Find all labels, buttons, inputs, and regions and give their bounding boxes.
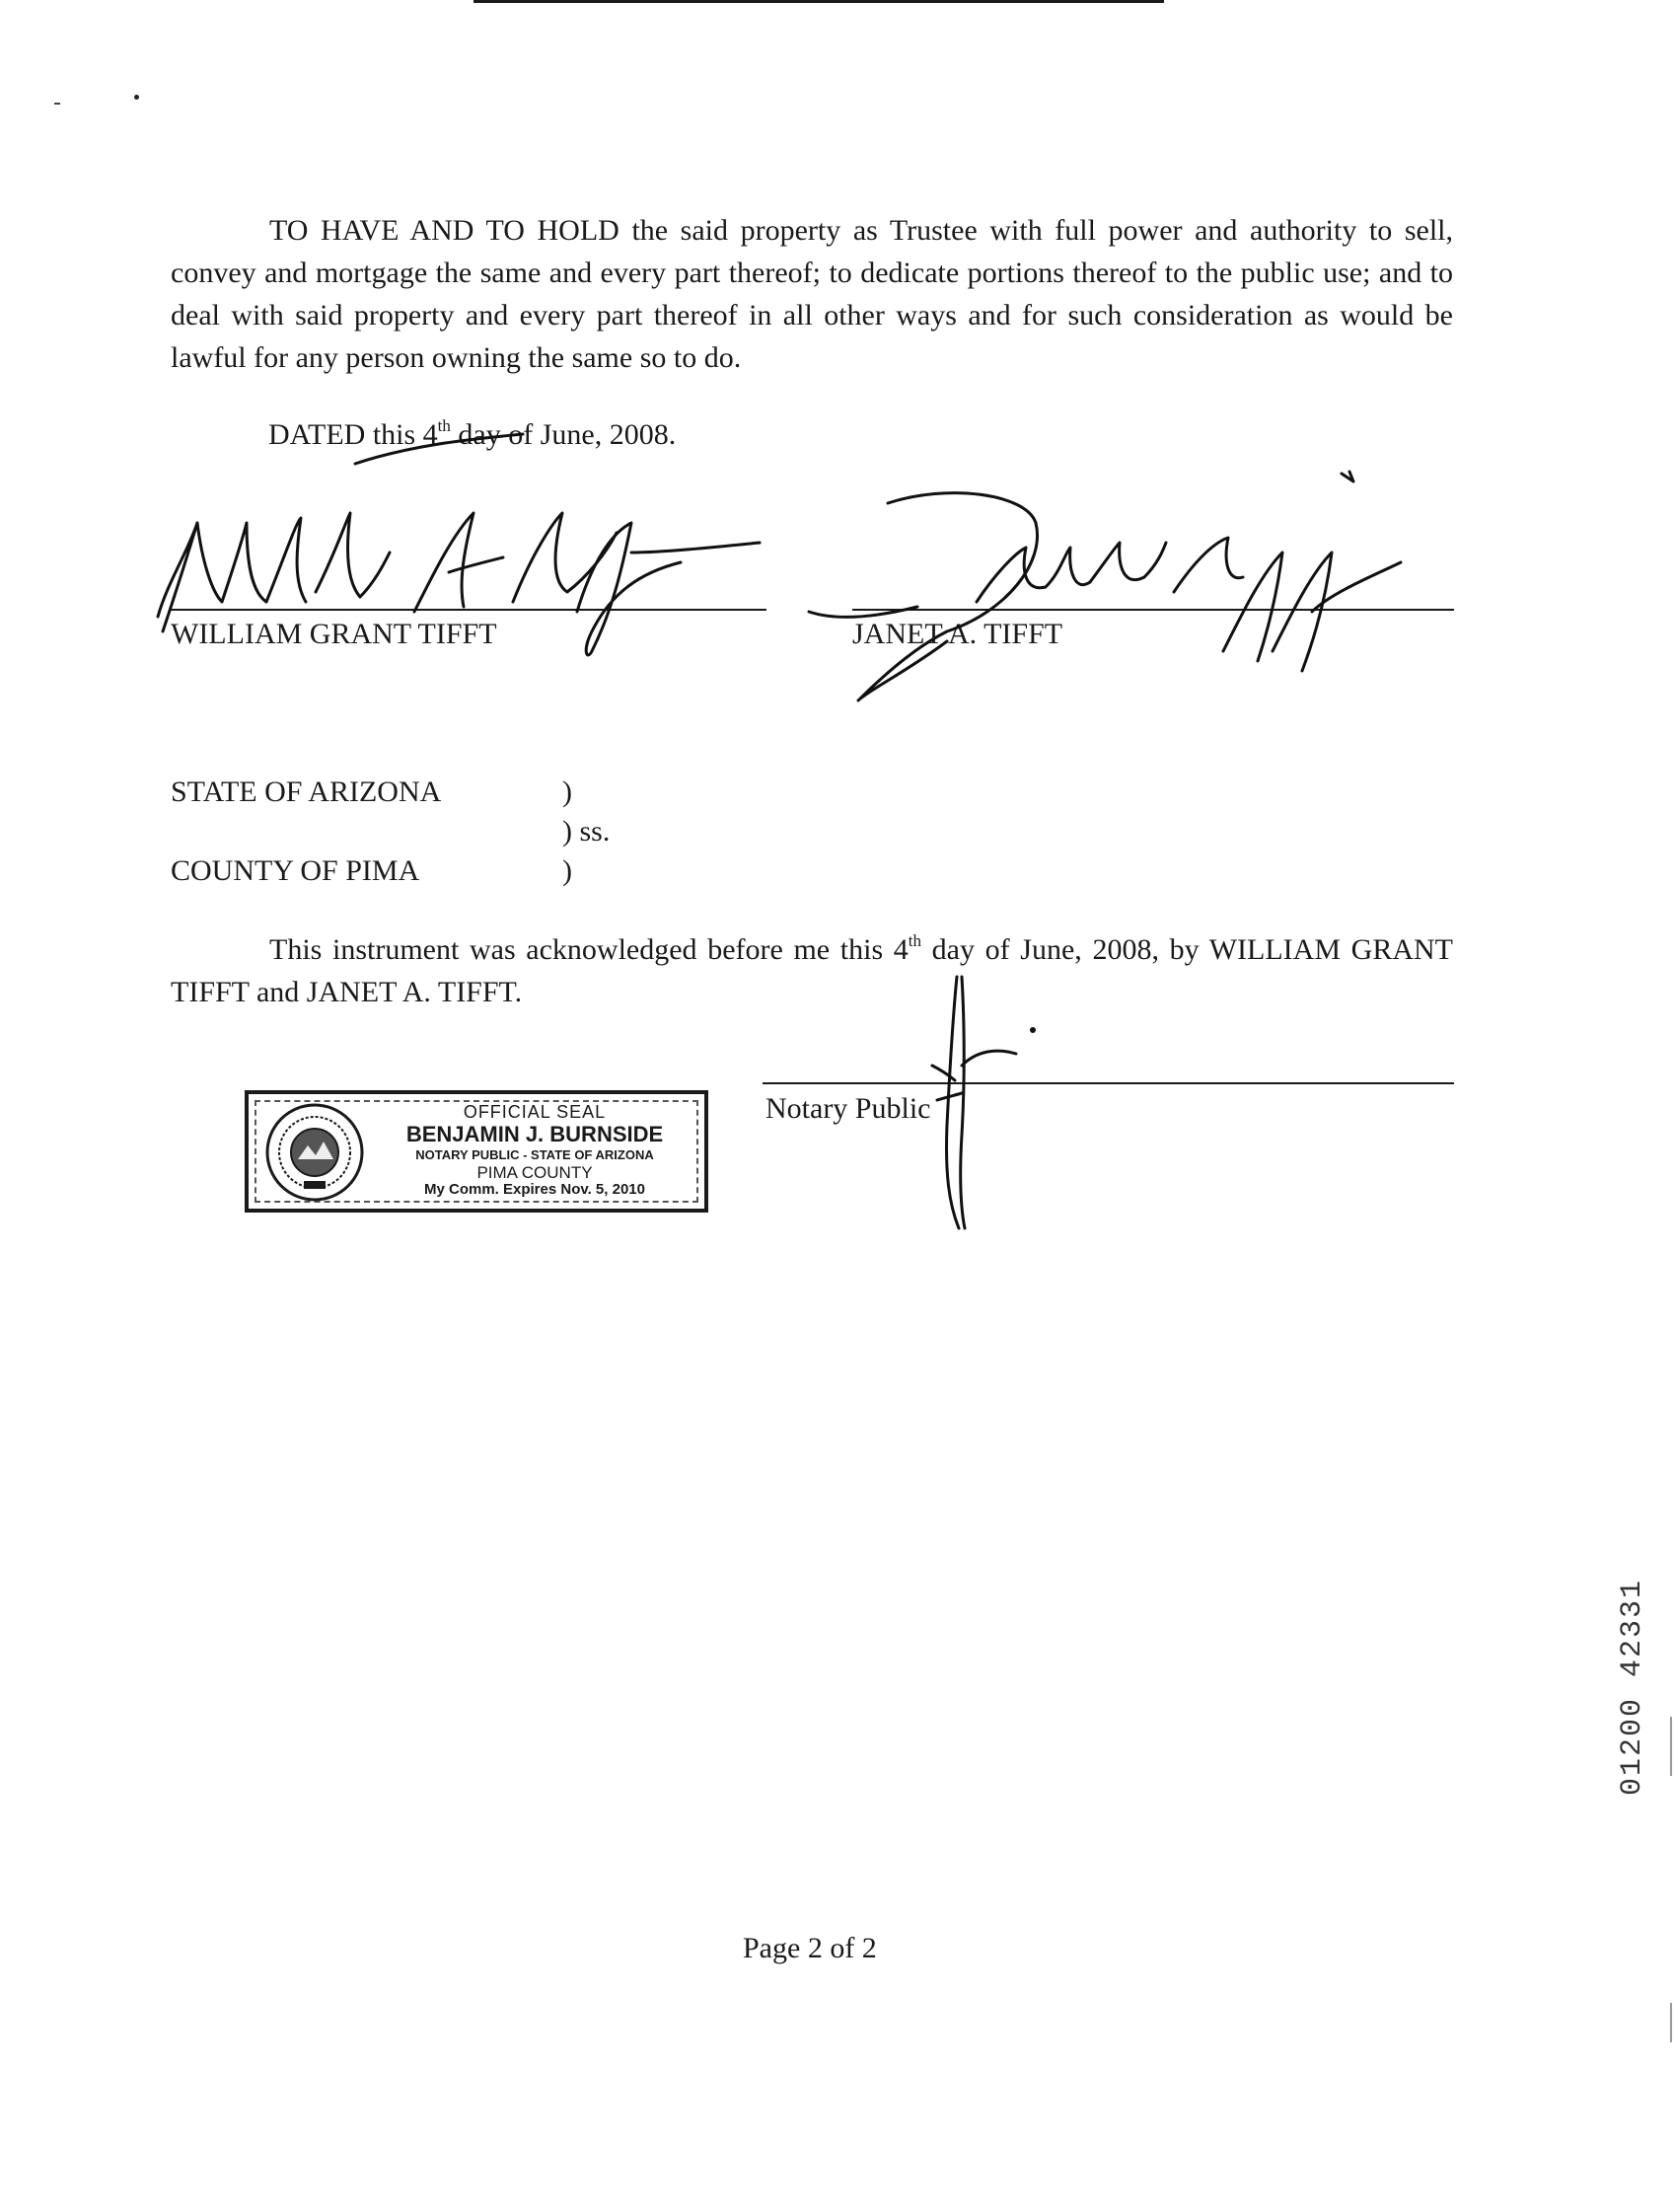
signer-name-right: JANET A. TIFFT bbox=[852, 618, 1063, 650]
venue-state: STATE OF ARIZONA bbox=[171, 775, 442, 808]
seal-county: PIMA COUNTY bbox=[476, 1163, 593, 1182]
dated-prefix: DATED this 4 bbox=[268, 418, 438, 451]
notary-label: Notary Public bbox=[765, 1092, 931, 1125]
habendum-text: the said property as Trustee with full power and authority to sell, convey and mortgage the same and every part thereof; to dedicate portions thereof to the public use; and to deal with said property and every part thereof in all other ways and for such consideration as would be lawful for any person owning the same so to do. bbox=[171, 214, 1454, 374]
scan-edge-mark bbox=[1670, 1717, 1672, 1776]
venue-paren-bottom: ) bbox=[562, 854, 572, 887]
acknowledgment-ordinal: th bbox=[908, 931, 922, 950]
recording-number-stamp: 01200 42331 bbox=[1616, 1579, 1649, 1797]
habendum-lead: TO HAVE AND TO HOLD bbox=[269, 214, 619, 247]
dated-ordinal: th bbox=[437, 416, 451, 435]
seal-commission-state: NOTARY PUBLIC - STATE OF ARIZONA bbox=[415, 1147, 654, 1162]
seal-notary-name: BENJAMIN J. BURNSIDE bbox=[405, 1122, 664, 1146]
seal-title: OFFICIAL SEAL bbox=[463, 1102, 607, 1122]
dated-suffix: day of June, 2008. bbox=[450, 418, 677, 451]
signer-name-left: WILLIAM GRANT TIFFT bbox=[171, 618, 497, 650]
scan-edge-mark bbox=[1670, 2003, 1672, 2042]
acknowledgment-prefix: This instrument was acknowledged before me this 4 bbox=[269, 933, 909, 966]
seal-expiration: My Comm. Expires Nov. 5, 2010 bbox=[424, 1181, 645, 1198]
venue-paren-top: ) bbox=[562, 775, 572, 808]
page-number: Page 2 of 2 bbox=[743, 1932, 877, 1964]
acknowledgment-suffix: day of June, 2008, by WILLIAM GRANT TIFFT and JANET A. TIFFT. bbox=[171, 933, 1453, 1008]
official-seal-stamp bbox=[245, 1090, 708, 1213]
arizona-state-seal-icon bbox=[260, 1098, 369, 1207]
venue-paren-ss: ) ss. bbox=[562, 815, 611, 848]
venue-county: COUNTY OF PIMA bbox=[171, 854, 420, 887]
